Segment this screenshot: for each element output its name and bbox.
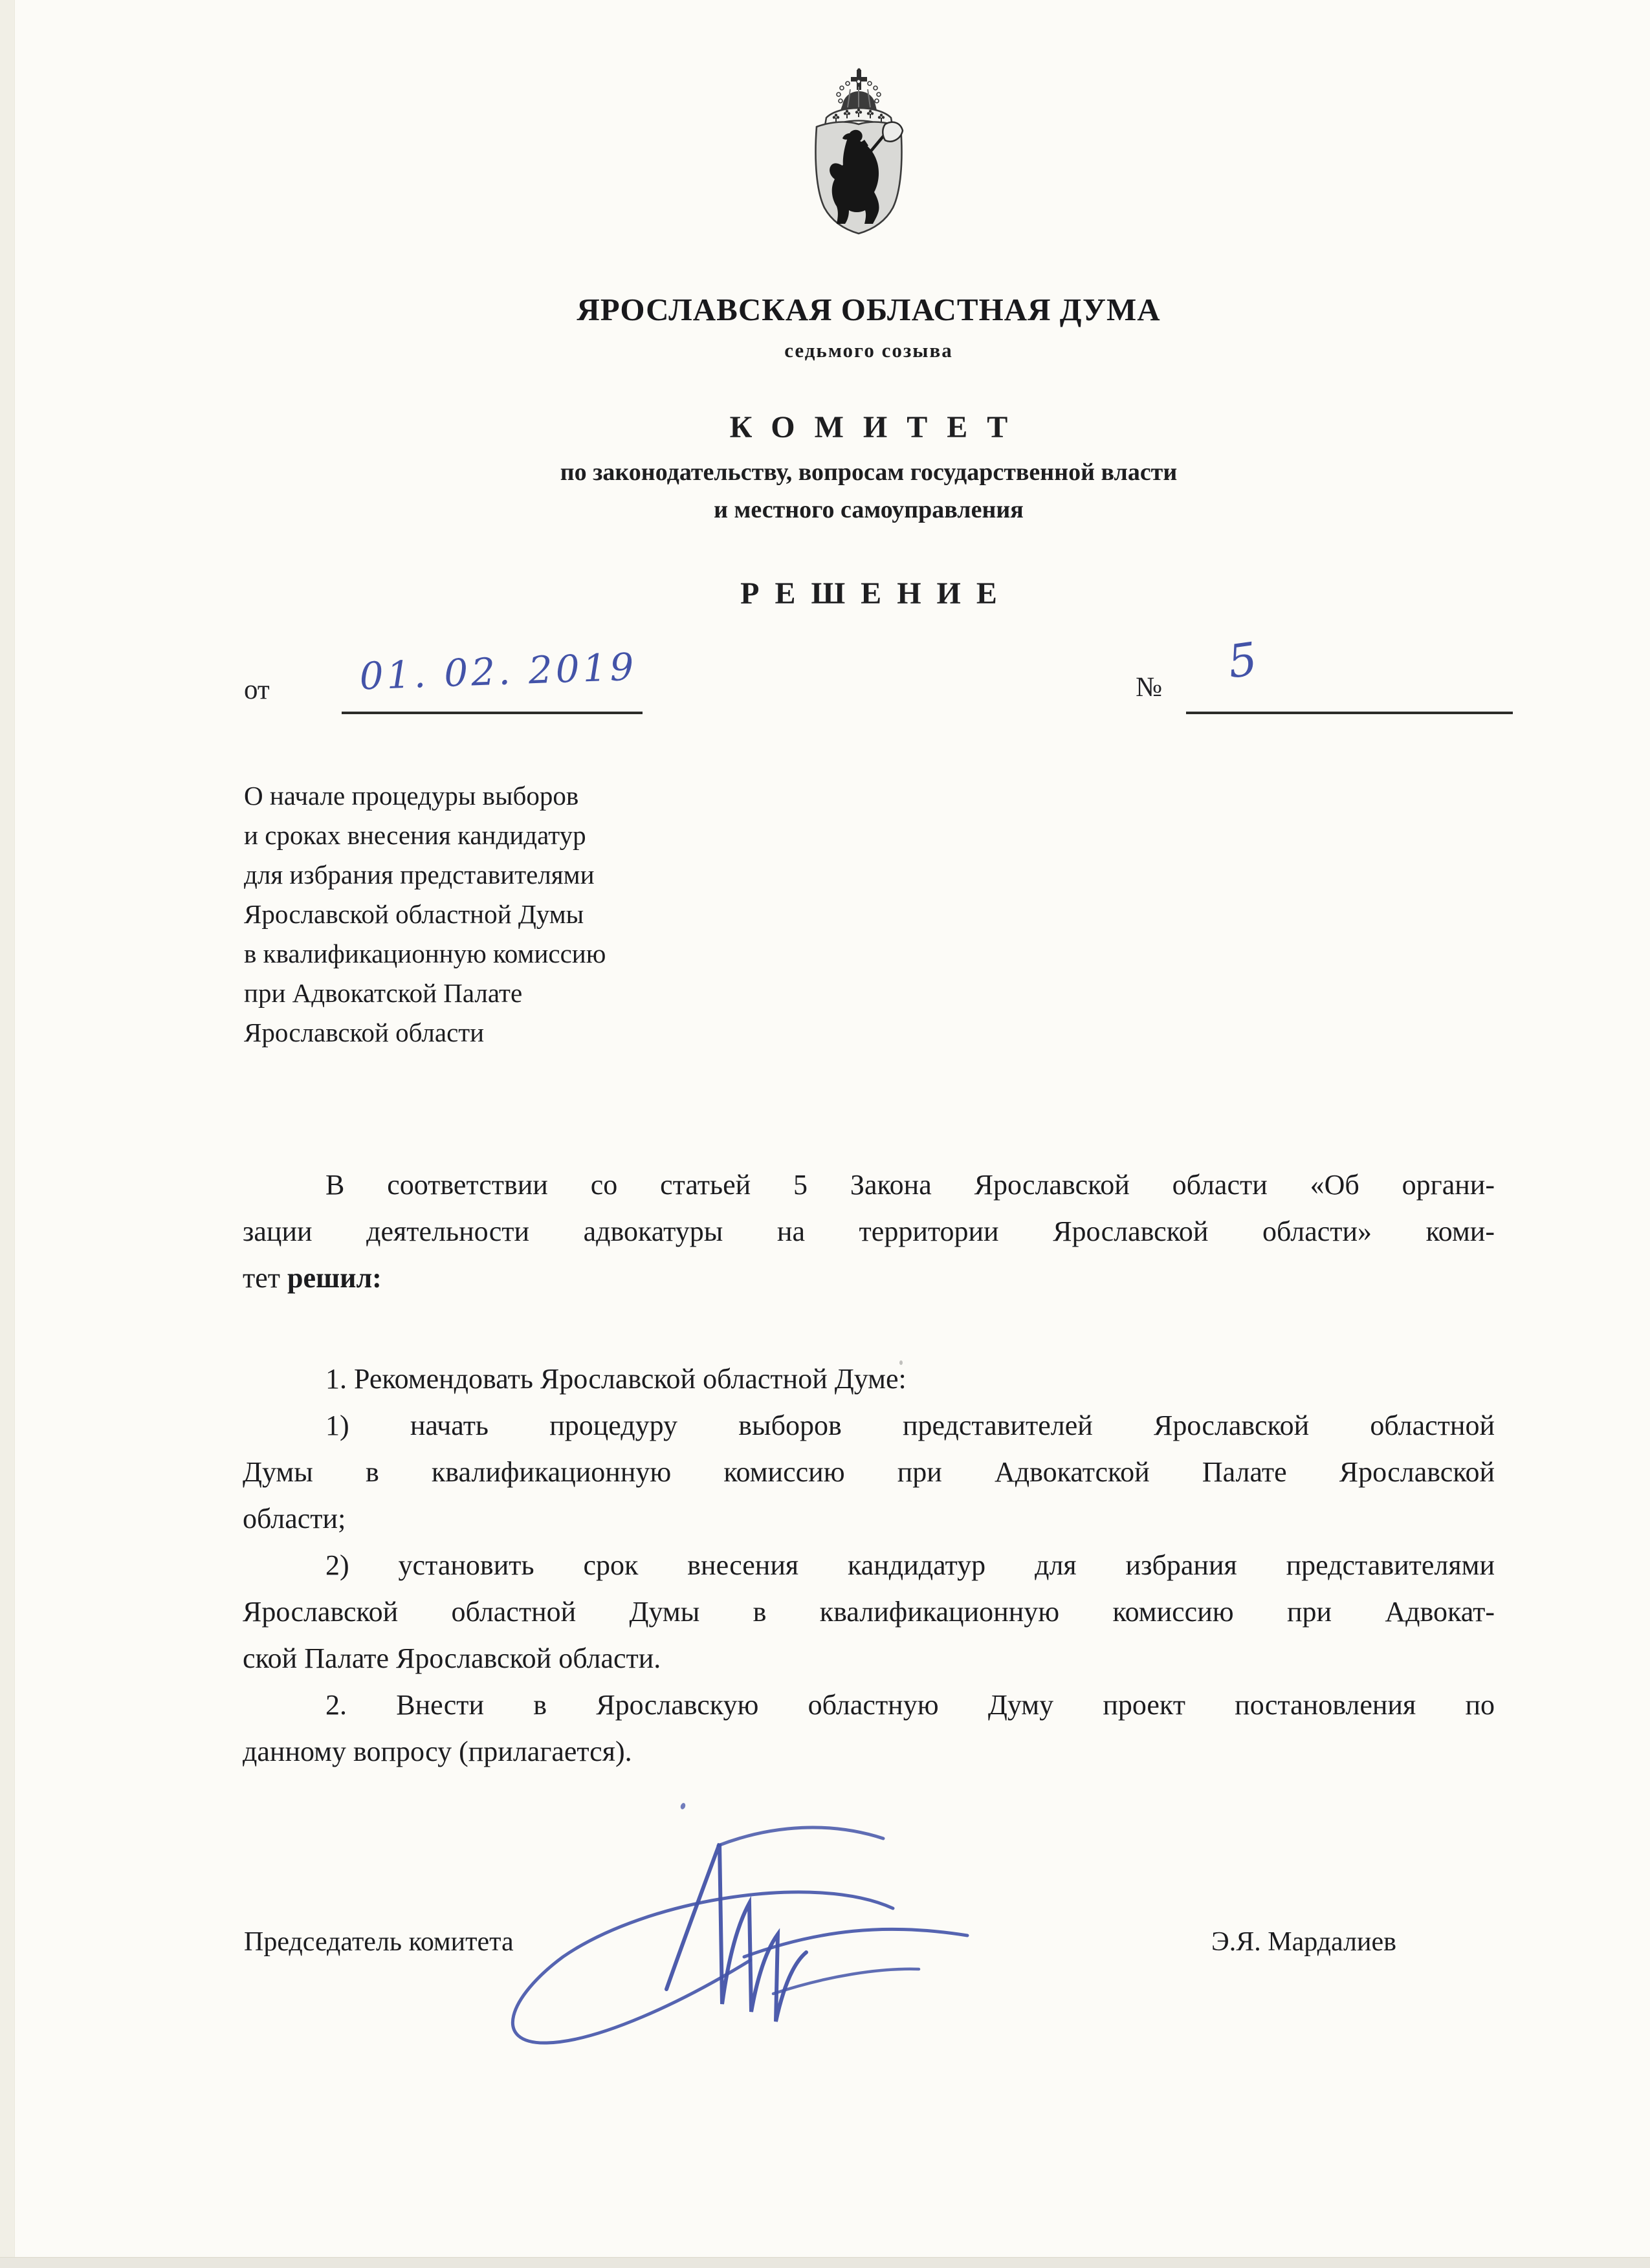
committee-description-line1: по законодательству, вопросам государственной власти [560,459,1178,486]
body-line: Думы в квалификационную комиссию при Адвокатской Палате Ярославской [243,1456,1495,1488]
body-line [243,1302,1495,1356]
document-type-title: РЕШЕНИЕ [740,576,1013,611]
body-line: Ярославской областной Думы в квалификационную комиссию при Адвокат- [243,1596,1495,1628]
body-line: области; [243,1503,346,1534]
body-line: 1. Рекомендовать Ярославской областной Думе: [325,1363,907,1395]
body-text [243,1162,1495,1775]
committee-description-line2: и местного самоуправления [714,496,1024,523]
scan-left-edge [0,0,15,2268]
subject-line: Ярославской области [244,1018,485,1047]
subject-line: Ярославской областной Думы [244,899,584,929]
organization-name: ЯРОСЛАВСКАЯ ОБЛАСТНАЯ ДУМА [577,292,1161,327]
subject-line: для избрания представителями [244,860,595,889]
body-line: 2. Внести в Ярославскую областную Думу проект постановления по [325,1689,1495,1721]
date-label: от [244,675,270,705]
convocation-line: седьмого созыва [784,339,953,362]
yaroslavl-coat-of-arms-icon [810,65,907,237]
signer-position-title: Председатель комитета [244,1927,514,1957]
date-underline [342,712,643,714]
signature-ink-icon [466,1824,1061,2083]
number-underline [1186,712,1513,714]
body-line: 2) установить срок внесения кандидатур для избрания представителями [325,1549,1495,1581]
signer-name: Э.Я. Мардалиев [1211,1927,1396,1957]
handwritten-number: 5 [1224,632,1261,689]
scan-bottom-edge [0,2257,1650,2268]
number-label: № [1136,672,1163,703]
body-line: зации деятельности адвокатуры на территории Ярославской области» коми- [243,1216,1495,1247]
body-line: ской Палате Ярославской области. [243,1642,661,1674]
body-line: В соответствии со статьей 5 Закона Ярославской области «Об органи- [325,1169,1495,1201]
body-line: 1) начать процедуру выборов представителей Ярославской областной [325,1410,1495,1441]
subject-line: О начале процедуры выборов [244,781,579,811]
committee-title: КОМИТЕТ [729,410,1028,444]
handwritten-date: 01. 02. 2019 [358,644,638,699]
body-line: тет решил: [243,1262,382,1294]
ink-speck [680,1802,687,1810]
body-line: данному вопросу (прилагается). [243,1736,632,1767]
subject-block [244,776,891,1052]
subject-line: и сроках внесения кандидатур [244,820,586,850]
subject-line: в квалификационную комиссию [244,939,606,968]
subject-line: при Адвокатской Палате [244,978,523,1008]
